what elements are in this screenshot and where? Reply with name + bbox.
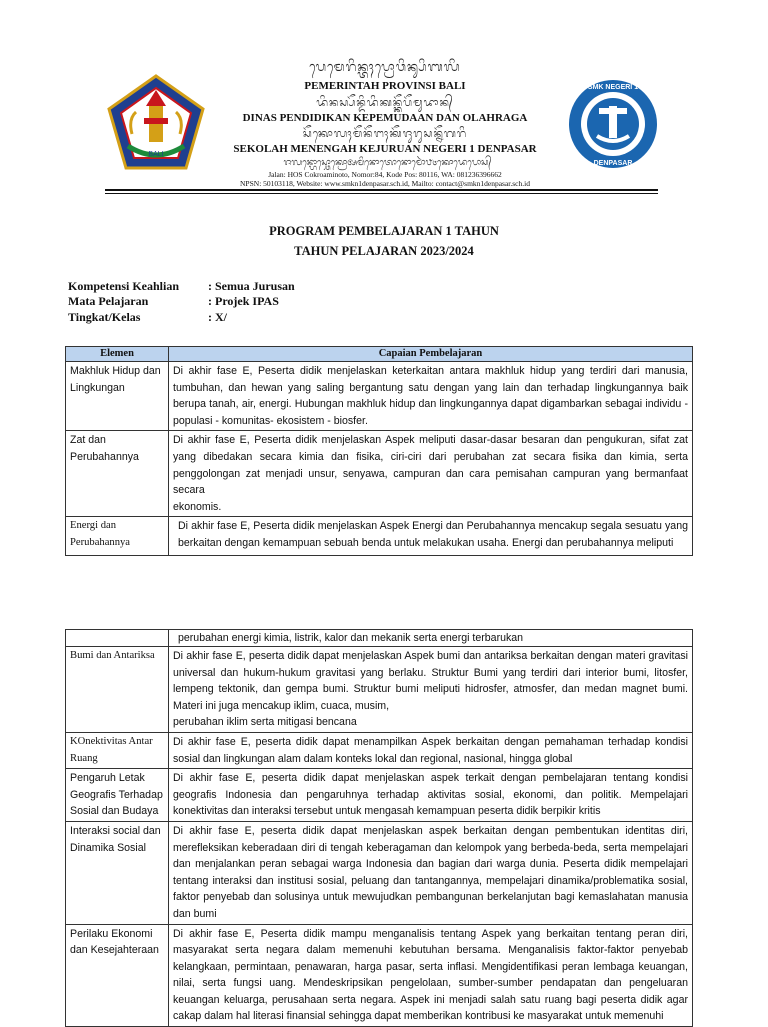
left-logo-text: BALI bbox=[148, 151, 164, 158]
table-row bbox=[66, 821, 693, 924]
document-subtitle: TAHUN PELAJARAN 2023/2024 bbox=[294, 244, 474, 258]
table-row bbox=[66, 769, 693, 822]
cell-capaian: Di akhir fase E, peserta didik dapat menampilkan Aspek berkaitan dengan pemahaman terhadap kondisi sosial dan lingkungan alam dalam konteks lokal dan regional, nasional, hingga global bbox=[169, 732, 693, 768]
header-elemen: Elemen bbox=[66, 347, 169, 362]
meta-value-kelas: : X/ bbox=[208, 310, 227, 324]
cell-capaian: Di akhir fase E, Peserta didik menjelaskan keterkaitan antara makhluk hidup yang terdiri dari manusia, tumbuhan, dan hewan yang saling bergantung satu dengan yang lain dan terhadap lingkungannya baik berupa tanah, air, energi. Hubungan makhluk hidup dan lingkungannya dapat digambarkan sebagai individu - populasi - komunitas- ekosistem - biosfer. bbox=[169, 362, 693, 431]
balinese-script-line-1: ᬧᬾᬫᬾᬭᬶᬦ᭄ᬢᬄᬧ᭄ᬭᭀᬯᬶᬦ᭄ᬲᬶᬩᬮᬶ bbox=[309, 60, 461, 75]
header-line-pemerintah: PEMERINTAH PROVINSI BALI bbox=[304, 80, 466, 92]
document-title: PROGRAM PEMBELAJARAN 1 TAHUN bbox=[269, 224, 499, 238]
header-rule-thick bbox=[105, 189, 658, 191]
meta-value-kompetensi: : Semua Jurusan bbox=[208, 279, 295, 293]
cell-capaian: Di akhir fase E, peserta didik dapat menjelaskan aspek berkaitan dengan pembentukan identitas diri, merefleksikan keberadaan diri di tengah keberagaman dan kelompok yang berbeda-beda, serta mempelajari dan menjalankan peran sebagai warga Indonesia dan bagian dari warga dunia. Peserta didik mempelajari tentang interaksi dan institusi sosial, peluang dan tantangannya, mempelajari dinamika/problematika sosial, faktor penyebab dan solusinya untuk mewujudkan pembangunan berkelanjutan bagi kemaslahatan manusia dan bumi bbox=[169, 821, 693, 924]
meta-label-mapel: Mata Pelajaran bbox=[68, 294, 149, 308]
cell-elemen: Makhluk Hidup dan Lingkungan bbox=[66, 362, 169, 431]
cell-elemen: Bumi dan Antariksa bbox=[66, 647, 169, 733]
table-row bbox=[66, 517, 693, 555]
cell-elemen: Zat dan Perubahannya bbox=[66, 431, 169, 517]
smkn1-denpasar-logo-icon bbox=[567, 78, 659, 170]
balinese-script-line-2: ᬤᬶᬦᬲ᭄ᬧᭂᬦ᭄ᬤᬶᬤᬶᬓᬦ᭄ᬓᭂᬧᭂᬫᬸᬤᬵᬦ᭄ bbox=[316, 96, 454, 109]
meta-label-kompetensi: Kompetensi Keahlian bbox=[68, 279, 180, 293]
cell-elemen bbox=[66, 630, 169, 647]
cell-elemen: Energi dan Perubahannya bbox=[66, 517, 169, 555]
cell-elemen: Interaksi social dan Dinamika Sosial bbox=[66, 821, 169, 924]
cell-capaian: Di akhir fase E, Peserta didik menjelaskan Aspek meliputi dasar-dasar besaran dan pengukuran, sifat zat yang dibedakan secara kimia dan fisika, ciri-ciri dari perubahan zat secara fisika dan kimia, serta penggolongan zat menjadi unsur, senyawa, campuran dan cara pemisahan campuran yang bermanfaat secara ekonomis. bbox=[169, 431, 693, 517]
cell-capaian: Di akhir fase E, Peserta didik mampu menganalisis tentang Aspek yang berkaitan tentang peran diri, masyarakat serta negara dalam memenuhi kebutuhan bersama. Menganalisis faktor-faktor penyebab kelangkaan, permintaan, penawaran, harga pasar, serta inflasi. Mengidentifikasi peran lembaga keuangan, nilai, serta fungsi uang. Mendeskripsikan pengelolaan, sumber-sumber pendapatan dan pengeluaran keuangan keluarga, perusahaan serta negara. Aspek ini menjadi salah satu ruang bagi peserta didik agar cakap dalam hal literasi finansial sehingga dapat memberikan kontribusi ke masyarakat untuk memenuhi bbox=[169, 924, 693, 1027]
cell-elemen: Perilaku Ekonomi dan Kesejahteraan bbox=[66, 924, 169, 1027]
table-row bbox=[66, 924, 693, 1027]
cell-capaian: Di akhir fase E, peserta didik dapat menjelaskan aspek terkait dengan pembelajaran tentang kondisi geografis Indonesia dan pengaruhnya terhadap aktivitas sosial, ekonomi, dan politik. Mempelajari konektivitas dan interaksi tersebut untuk mengasah kemampuan peserta didik berpikir kritis bbox=[169, 769, 693, 822]
cell-capaian: perubahan energi kimia, listrik, kalor dan mekanik serta energi terbarukan bbox=[169, 630, 693, 647]
meta-value-mapel: : Projek IPAS bbox=[208, 294, 279, 308]
balinese-script-line-3: ᬲᭂᬓᭀᬮᬄᬫᭂᬦᭂᬗᬄᬓᭂᬚᬸᬭᬸᬲᬦ᭄ᬦᭂᬕᬭᬶ bbox=[302, 127, 468, 140]
cell-capaian: Di akhir fase E, peserta didik dapat menjelaskan Aspek bumi dan antariksa berkaitan dengan materi gravitasi universal dan hukum-hukum gravitasi yang berlaku. Struktur Bumi yang terdiri dari interior bumi, litosfer, lempeng tektonik, dan gempa bumi. Struktur bumi meliputi hidrosfer, atmosfer, dan medan magnet bumi. Materi ini juga mencakup iklim, cuaca, musim, perubahan iklim serta mitigasi bencana bbox=[169, 647, 693, 733]
capaian-table-page-1 bbox=[65, 346, 693, 556]
table-header-row bbox=[66, 347, 693, 362]
table-row bbox=[66, 630, 693, 647]
right-logo-bottom-text: DENPASAR bbox=[593, 160, 633, 167]
bali-province-emblem-icon bbox=[106, 74, 206, 172]
header-line-sekolah: SEKOLAH MENENGAH KEJURUAN NEGERI 1 DENPASAR bbox=[233, 143, 537, 155]
right-logo-top-text: SMK NEGERI 1 bbox=[587, 84, 639, 91]
header-contact: NPSN: 50103118, Website: www.smkn1denpasar.sch.id, Mailto: contact@smkn1denpasar.sch.id bbox=[240, 179, 530, 188]
meta-label-kelas: Tingkat/Kelas bbox=[68, 310, 141, 324]
table-row bbox=[66, 362, 693, 431]
capaian-table-page-2 bbox=[65, 629, 693, 1027]
header-line-dinas: DINAS PENDIDIKAN KEPEMUDAAN DAN OLAHRAGA bbox=[242, 112, 528, 124]
table-row bbox=[66, 431, 693, 517]
balinese-script-line-4: ᬚᬮᬦ᭄ᬳᭀᬲ᭄ᬘᭀᬓ᭄ᬭᭀᬅᬫᬶᬦᭀᬢᭀᬦᭀᬫᭀᬃ᭘᭔ᬓᭀᬤᬾᬧᭀᬲ᭄ bbox=[283, 158, 492, 168]
header-rule-thin bbox=[105, 193, 658, 194]
cell-elemen: Pengaruh Letak Geografis Terhadap Sosial dan Budaya bbox=[66, 769, 169, 822]
letterhead bbox=[0, 0, 768, 200]
cell-capaian: Di akhir fase E, Peserta didik menjelaskan Aspek Energi dan Perubahannya mencakup segala sesuatu yang berkaitan dengan kemampuan sebuah benda untuk melakukan usaha. Energi dan perubahannya meliputi bbox=[169, 517, 693, 555]
cell-elemen: KOnektivitas Antar Ruang bbox=[66, 732, 169, 768]
header-capaian: Capaian Pembelajaran bbox=[169, 347, 693, 362]
table-row bbox=[66, 647, 693, 733]
table-row bbox=[66, 732, 693, 768]
header-address: Jalan: HOS Cokroaminoto, Nomor:84, Kode Pos: 80116, WA: 081236396662 bbox=[268, 170, 502, 179]
